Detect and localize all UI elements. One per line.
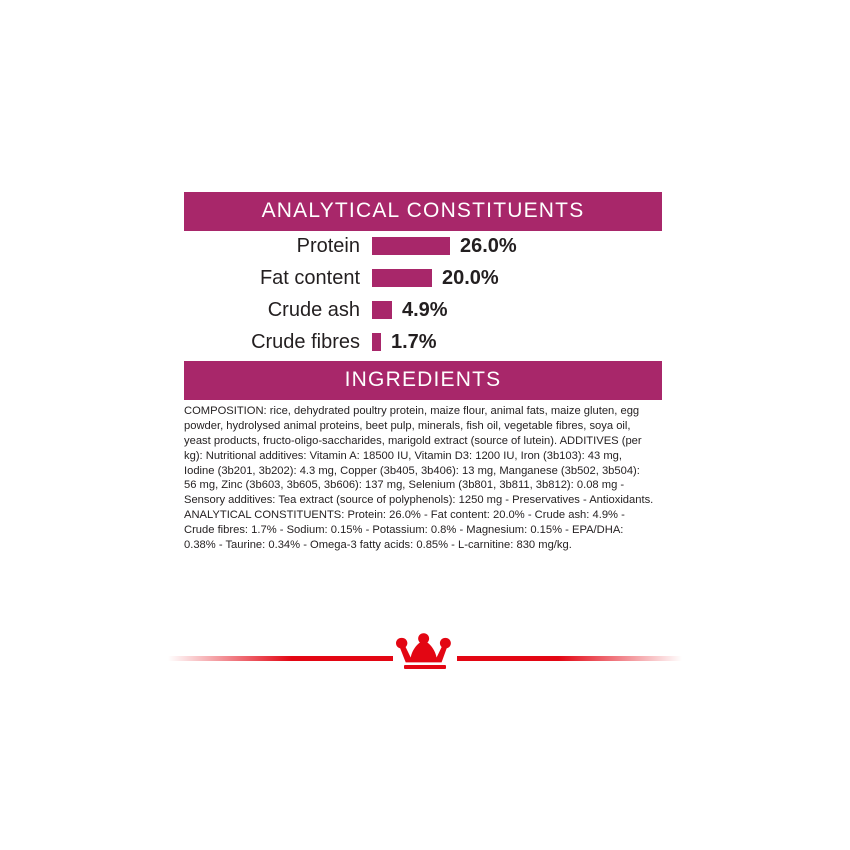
bar-value: 1.7% bbox=[391, 330, 437, 353]
bar-track bbox=[372, 299, 662, 322]
table-row bbox=[184, 264, 662, 292]
bar-label: Crude fibres bbox=[251, 330, 360, 353]
ingredients-header: INGREDIENTS bbox=[184, 361, 662, 400]
bar-label: Protein bbox=[296, 234, 360, 257]
bar-fill bbox=[372, 333, 381, 351]
brand-footer bbox=[0, 612, 850, 682]
bar-label: Fat content bbox=[259, 266, 360, 289]
bar-value: 4.9% bbox=[402, 298, 448, 321]
bar-value: 26.0% bbox=[460, 234, 517, 257]
bar-fill bbox=[372, 269, 432, 287]
divider-right bbox=[457, 656, 682, 661]
bar-fill bbox=[372, 237, 450, 255]
bar-track bbox=[372, 267, 662, 290]
bar-track bbox=[372, 235, 662, 258]
bar-value: 20.0% bbox=[442, 266, 499, 289]
analytical-constituents-header: ANALYTICAL CONSTITUENTS bbox=[184, 192, 662, 231]
divider-left bbox=[168, 656, 393, 661]
composition-text: COMPOSITION: rice, dehydrated poultry protein, maize flour, animal fats, maize gluten, egg powder, hydrolysed animal proteins, beet pulp, minerals, fish oil, vegetable fibres, soya oil, yeast products, fructo-oligo-saccharides, marigold extract (source of lutein). ADDITIVES (per kg): Nutritional additives: Vitamin A: 18500 IU, Vitamin D3: 1200 IU, Iron (3b103): 43 mg, Iodine (3b201, 3b202): 4.3 mg, Copper (3b405, 3b406): 13 mg, Manganese (3b502, 3b504): 56 mg, Zinc (3b603, 3b605, 3b606): 137 mg, Selenium (3b801, 3b811, 3b812): 0.08 mg - Sensory additives: Tea extract (source of polyphenols): 1250 mg - Preservatives - Antioxidants. ANALYTICAL CONSTITUENTS: Protein: 26.0% - Fat content: 20.0% - Crude ash: 4.9% - Crude fibres: 1.7% - Sodium: 0.15% - Potassium: 0.8% - Magnesium: 0.15% - EPA/DHA: 0.38% - Taurine: 0.34% - Omega-3 fatty acids: 0.85% - L-carnitine: 830 mg/kg. bbox=[184, 405, 654, 552]
crown-icon bbox=[393, 630, 457, 670]
table-row bbox=[184, 232, 662, 260]
bar-track bbox=[372, 331, 662, 354]
analytical-constituents-chart bbox=[184, 232, 662, 360]
table-row bbox=[184, 296, 662, 324]
bar-fill bbox=[372, 301, 392, 319]
bar-label: Crude ash bbox=[267, 298, 360, 321]
table-row bbox=[184, 328, 662, 356]
